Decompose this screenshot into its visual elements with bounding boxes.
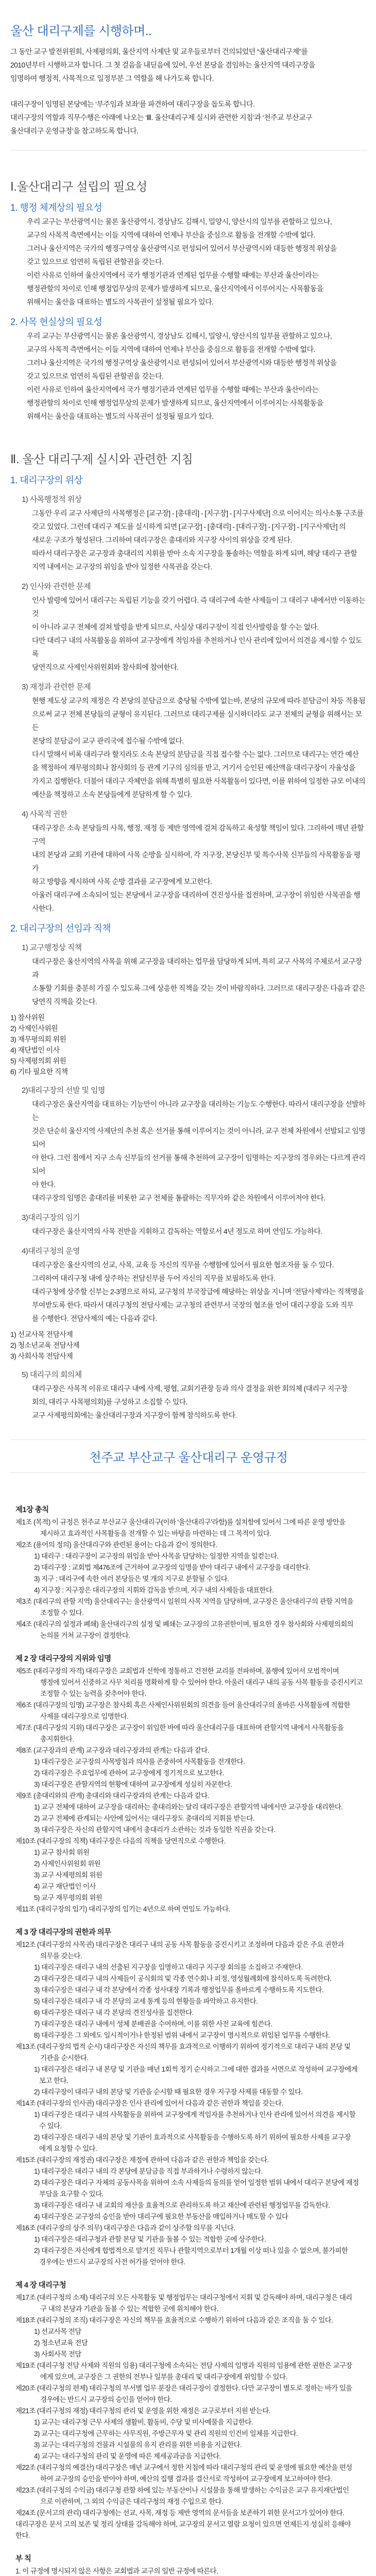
- text-line: 2) 대리구장은 주요업무에 관하여 교구장에게 정기적으로 보고한다.: [34, 1769, 224, 1777]
- text-line: 3) 대리구장은 자신의 관할지역 내에서 총대리가 소관하는 것과 동일한 직권을 갖는다.: [34, 1826, 276, 1834]
- body-paragraph: [32, 821, 367, 915]
- text-line: 대리구청에 상주할 신부는 2-3명으로 하되, 교구청의 부국장급에 해당하는 위상을 지니며 ‘전담사제’라는 직책명을: [32, 1287, 364, 1296]
- text-line: 1) 선교사목 전담: [34, 2328, 81, 2335]
- text-line: 제12조 (대리구장의 사목권) 대리구장은 대리구 내의 공동 사목 활동을 증진시키고 조정하며 다음과 같은 주요 권한과: [15, 1941, 345, 1948]
- text-line: 2) 대리구장은 자신에게 합법적으로 맡겨진 직무나 관할지역으로부터 1개월 이상 떠나 있을 수 없으며, 불가피한: [34, 2247, 348, 2255]
- text-line: 이런 사유로 인하여 울산지역에서 국가 행정기관과 연계된 업무를 수행할 때에는 부산과 울산이라는: [27, 271, 319, 279]
- text-line: 1) 대리구장은 교구장의 사목방침과 의사를 존중하여 사목활동을 전개한다.: [34, 1758, 245, 1766]
- text-line: 이런 사유로 인하여 울산지역에서 국가 행정기관과 연계된 업무를 수행할 때에는 부산과 울산이라는: [27, 385, 319, 394]
- text-line: 사제를 대리구장으로 임명한다.: [40, 1713, 129, 1720]
- article-clause: [34, 2234, 367, 2245]
- text-line: 소통할 기회를 충분히 가질 수 있도록 그에 상응한 직책을 갖는 것이 바람직하다. 그러므로 대리구장은 다음과 같은: [32, 984, 366, 992]
- chapter: [10, 1504, 367, 1641]
- text-line: 1) 대리구장은 대리구청과 관할 본당 및 기관을 돌볼 수 있는 적합한 곳에 상주한다.: [34, 2235, 266, 2243]
- section-heading: Ⅱ. 울산 대리구제 실시와 관련한 지침: [10, 452, 193, 466]
- article: [15, 1939, 367, 1962]
- intro-paragraph: [10, 45, 367, 85]
- article-clause: [34, 1802, 367, 1813]
- text-line: 수 있다.: [39, 2122, 62, 2130]
- article-clause: [34, 2200, 367, 2211]
- article: [15, 2405, 367, 2417]
- text-line: 하고 방향을 제시하며 사목 순방 결과를 교구장에게 보고한다.: [32, 877, 212, 886]
- article-clause: [34, 1813, 367, 1824]
- body-paragraph: [32, 594, 367, 674]
- chapter-heading: 부 칙: [15, 2555, 31, 2563]
- text-line: 부여받도록 한다. 따라서 대리구청의 전담사제는 교구청의 관련부서 국장의 협조를 얻어 대리구장을 도와 직무: [32, 1301, 354, 1309]
- text-line: 2. 사목 현실상의 필요성: [10, 317, 102, 327]
- text-line: 제9조 (총대리와의 관계) 총대리와 대리구장과의 관계는 다음과 같다.: [15, 1792, 209, 1800]
- article-clause: [34, 2132, 367, 2155]
- article-clause: [34, 2211, 367, 2223]
- text-line: 1) 대리구장은 대리구 내의 사목활동을 위하여 교구장에게 적임자를 추천하거나 인사 관리에 있어서 의견을 제시할: [34, 2111, 356, 2119]
- text-line: 제24조 (문서고의 관리) 대리구청에는 선교, 사목, 재정 등 제반 영역의 문서들을 보존하기 위한 문서고가 있어야 한다.: [15, 2509, 345, 2517]
- text-line: 기관을 순시한다.: [40, 2054, 89, 2062]
- text-line: 당연직 직책을 갖는다.: [32, 997, 97, 1006]
- text-line: 제14조 (대리구장의 인사권) 대리구장은 인사 관리에 있어서 다음과 같은 권한과 책임을 갖는다.: [15, 2099, 283, 2107]
- text-line: 부담을 요구할 수 있다.: [39, 2190, 104, 2198]
- article: [15, 2507, 367, 2519]
- text-line: 4) 교구 재단법인 이사: [34, 1883, 96, 1890]
- text-line: 제15조 (대리구장의 재정권) 대리구장은 재정에 관하여 다음과 같은 권한과 책임을 갖는다.: [15, 2156, 269, 2164]
- text-line: 그 동안 교구 발전위원회, 사제평의회, 울산지역 사제단 및 교우들로부터 건의되었던 “울산대리구제”를: [10, 47, 308, 56]
- list-item: 3) 사회사목 전담사제: [10, 1352, 73, 1360]
- text-line: 제16조 (대리구장의 상주 의무) 대리구장은 다음과 같이 상주할 의무를 지닌다.: [15, 2224, 235, 2232]
- article-clause: [34, 1573, 367, 1585]
- text-line: 제5조 (대리구장의 자격) 대리구장은 교회법과 신학에 정통하고 건전한 교리를 전파하며, 품행에 있어서 모범적이며: [15, 1667, 339, 1675]
- rules-title: 천주교 부산교구 울산대리구 운영규정: [89, 1451, 288, 1465]
- divider: [10, 1472, 367, 1473]
- text-line: 가지고 집행한다. 더불어 대리구 자체만을 위해 특별히 필요한 사목활동이 있다면, 이를 위하여 일정한 규모 이내의: [32, 777, 366, 785]
- body-paragraph: [32, 1258, 367, 1325]
- text-line: 구 내의 본당과 기관을 돌볼 수 있는 적합한 곳에 위치해야 한다.: [40, 2305, 218, 2313]
- text-line: 2) 대리구장 : 교회법 제476조에 근거하여 교구장의 임명을 받아 대리구 내에서 교구장을 대리한다.: [34, 1564, 310, 1571]
- text-line: 야 한다. 그런 점에서 지구 소속 신부들의 선거를 통해 추천하여 교구장이 임명하는 지구장의 경우와는 다르게 관리되어: [32, 1154, 366, 1175]
- article: [15, 1904, 367, 1915]
- text-line: 야 한다.: [32, 1180, 56, 1189]
- topic-heading: [22, 1212, 367, 1223]
- rules-section: [10, 1504, 367, 2576]
- text-line: 교구 사제평의회에는 울산대리구장과 지구장이 함께 참석하도록 한다.: [32, 1411, 237, 1419]
- text-line: 5) 교구 재무평의회 위원: [34, 1894, 102, 1902]
- document: [0, 21, 376, 2576]
- article-clause: [34, 2417, 367, 2428]
- article: [15, 1619, 367, 1641]
- chapter-heading: 제 2 장 대리구장의 지위와 임명: [15, 1655, 111, 1663]
- text-line: 제8조 (교구장과의 관계) 교구장과 대리구장과의 관계는 다음과 같다.: [15, 1747, 209, 1754]
- text-line: 갖고 있으므로 엄연히 독립된 관할권을 갖는다.: [27, 372, 164, 380]
- text-line: 2) 대리구장은 대리구 자체의 공동사목을 위하여 소속 사제들의 동의를 얻어 일정한 범위 내에서 대리구 본당에 재정: [34, 2179, 359, 2187]
- text-line: 2)대리구장의 선발 및 임명: [22, 1086, 105, 1095]
- article: [15, 2292, 367, 2315]
- text-line: 대리구장은 울산지역의 사목을 위해 교구장을 대리하는 업무를 담당하게 되며, 특히 교구 사목의 주체로서 교구장과: [32, 957, 362, 979]
- text-line: 1. 이 규정에 명시되지 않은 사항은 교회법과 교구의 일반 규정에 따른다.: [15, 2567, 218, 2575]
- article: [15, 1700, 367, 1722]
- text-line: 새로운 구조가 형성된다. 그리하여 대리구장은 총대리와 지구장 사이의 위상을 갖게 된다.: [32, 536, 292, 544]
- text-line: 제18조 (대리구청의 조직) 대리구장은 자신의 책무를 효율적으로 수행하기 위하여 다음과 같은 조직을 둘 수 있다.: [15, 2316, 333, 2324]
- article-clause: [34, 1881, 367, 1892]
- text-line: 1) 교구는 대리구청 근무 사제의 생활비, 활동비, 수당 및 미사예물을 지급한다.: [34, 2418, 253, 2426]
- guideline-section: [10, 450, 367, 1422]
- text-line: 2) 사제인사위원회 위원: [34, 1860, 101, 1868]
- text-line: 3) 사회사목 전담: [34, 2350, 81, 2358]
- text-line: 그동안 우리 교구 사제단의 사목행정은 [교구장] - [총대리] - [지구장] - [지구사제단] 으로 이어지는 의사소통 구조를: [32, 509, 364, 517]
- text-line: 제11조 (대리구장의 임기) 대리구장의 임기는 4년으로 하며 연임도 가능하다.: [15, 1905, 230, 1913]
- text-line: 이 아니라 교구 전체에 걸쳐 발령을 받게 되므로, 사실상 대리구장이 직접 인사발령을 할 수는 없다.: [32, 623, 319, 631]
- text-line: 1. 행정 체계상의 필요성: [10, 202, 102, 213]
- text-line: 1) 대리구장은 대리구 내의 각 본당에 분담금을 직접 부과하거나 수령하지 않는다.: [34, 2167, 263, 2175]
- list-item: 5) 사제평의회 위원: [10, 1057, 66, 1065]
- text-line: 갖고 있으므로 엄연히 독립된 관할권을 갖는다.: [27, 258, 164, 266]
- text-line: 울산대리구 운영규정’을 참고하도록 합니다.: [10, 127, 139, 135]
- text-line: 그러나 울산지역은 국가의 행정구역상 울산광역시로 편성되어 있어서 부산광역시와 대등한 행정적 위상을: [27, 244, 337, 252]
- text-line: 대리구장은 소속 본당들의 사목, 행정, 재정 등 제반 영역에 걸쳐 감독하고 육성할 책임이 있다. 그리하여 매년 관할 구역: [32, 824, 364, 845]
- article: [15, 2155, 367, 2166]
- text-line: 제3조 (대리구의 관할 지역) 울산대리구는 울산광역시 일원의 사목 지역을 담당하며, 교구장은 울산대리구의 관할 지역을: [15, 1598, 353, 1605]
- list-item: 2) 사제인사위원: [10, 1024, 58, 1032]
- topic-heading: [22, 808, 367, 819]
- text-line: 갖고 있었다. 그런데 대리구 제도를 실시하게 되면 [교구장] - [총대리] - [대리구장] - [지구장] - [지구사제단] 의: [32, 522, 346, 531]
- text-line: 1) 대리구 : 대리구장이 교구장의 위임을 받아 사목을 담당하는 일정한 지역을 일컫는다.: [34, 1552, 279, 1560]
- text-line: 제21조 (대리구청의 재정) 대리구청의 관리 및 운영을 위한 재정은 교구로부터 지원 받는다.: [15, 2407, 270, 2415]
- text-line: 제4조 (대리구의 설정과 폐쇄) 울산대리구의 설정 및 폐쇄는 교구장의 고유권한이며, 필요한 경우 참사회와 사제평의회의: [15, 1620, 353, 1628]
- text-line: 아울러 대리구에 소속되어 있는 본당에서 교구장을 대리하여 견진성사를 집전하며, 교구장이 위임한 사목권을 행사한다.: [32, 891, 361, 912]
- subsection-heading: [10, 921, 367, 935]
- text-line: 따라서 대리구장은 교구장과 총대리의 지휘를 받아 소속 지구장을 통솔하는 역할을 하게 되며, 해당 대리구 관할: [32, 549, 357, 557]
- text-line: 3) 교구는 대리구청의 건물과 시설물의 유지 관리를 위한 비용을 지급한다.: [34, 2441, 242, 2449]
- text-line: 2) 인사와 관련한 문제: [22, 582, 91, 591]
- body-paragraph: [27, 215, 367, 309]
- article-clause: [34, 2177, 367, 2200]
- text-line: 그리하여 대리구청 내에 상주하는 전담신부를 두어 자신의 직무를 보필하도록 한다.: [32, 1274, 276, 1282]
- text-line: 6) 대리구장은 대리구 내 각 본당의 견진성사를 집전한다.: [34, 2009, 194, 2016]
- article-clause: [34, 1756, 367, 1768]
- text-line: 를 수행한다. 전담사제의 예는 다음과 같다.: [32, 1314, 157, 1323]
- text-line: 3)대리구장의 임기: [22, 1213, 80, 1222]
- article-clause: [34, 1996, 367, 2007]
- article: [15, 2223, 367, 2234]
- text-line: 대리구장은 사목적 이유로 대리구 내에 사제, 평협, 교회기관장 등과 의사 결정을 위한 회의체 (대리구 지구장: [32, 1384, 348, 1393]
- topic-heading: [22, 1084, 367, 1095]
- guideline-section: [10, 177, 367, 423]
- article: [15, 1836, 367, 1847]
- text-line: 한다.: [15, 2532, 30, 2539]
- text-line: 2) 대리구장이 대리구 내의 본당 및 기관을 순시할 때 필요한 경우 지구장 사제를 대동할 수 있다.: [34, 2088, 303, 2096]
- text-line: 3) 대리구장은 관할지역의 현황에 대하여 교구장에게 성실히 자문한다.: [34, 1781, 232, 1788]
- list: [10, 1329, 367, 1362]
- article-clause: [34, 1858, 367, 1870]
- article: [15, 1517, 367, 1539]
- text-line: 제1조 (목적) 이 규정은 천주교 부산교구 울산대리구(이하 ‘울산대리구’라함)를 설치함에 있어서 그에 따른 운영 방안을: [15, 1518, 346, 1526]
- article: [15, 2485, 367, 2507]
- chapter: [10, 2553, 367, 2576]
- article: [15, 2383, 367, 2405]
- chapter-heading: 제1장 총칙: [15, 1506, 49, 1514]
- text-line: 2) 교구는 대리구청에 근무하는 사무직원, 주방근무자 및 관리 직원의 인건비 일체를 지급한다.: [34, 2430, 298, 2437]
- text-line: 본당의 분담금이 교구 관리국에 접수될 수밖에 없다.: [32, 737, 184, 745]
- text-line: 하여 교구장의 승인을 받아야 하며, 예산의 집행 결과를 결산서로 작성하여 교구장에게 보고하여야 한다.: [40, 2475, 332, 2483]
- article-clause: [34, 1562, 367, 1573]
- body-paragraph: [32, 955, 367, 1008]
- text-line: 대리구장은 문서 고의 보존 및 정리 상태를 감독해야 하며, 교구장의 문서고 열람 요청이 있으면 언제든지 성실히 응해야: [15, 2520, 351, 2528]
- text-line: 제23조 (대리구청의 수익금) 대리구청 관할 하에 있는 부동산이나 시설물을 통해 발생하는 수익금은 교구 유지재단법인: [15, 2486, 349, 2494]
- article-clause: [34, 2245, 367, 2268]
- body-paragraph: [32, 1097, 367, 1205]
- text-line: 우리 교구는 부산광역시는 물론 울산광역시, 경상남도 김해시, 밀양시, 양산시의 일부를 관할하고 있으나,: [27, 332, 332, 340]
- text-line: 총지휘한다.: [40, 1735, 74, 1743]
- chapter-heading: 제 3 장 대리구장의 권한과 의무: [15, 1928, 111, 1937]
- text-line: 논의를 거쳐 교구장이 결정한다.: [40, 1632, 130, 1639]
- article-clause: [34, 1870, 367, 1881]
- text-line: 5) 대리구장은 대리구 내 각 본당의 교세 통계 등의 현황들을 파악하고 유지한다.: [34, 1997, 258, 2005]
- text-line: 4) 교구는 대리구청의 관리 및 운영에 따른 제세공과금을 지급한다.: [34, 2452, 221, 2460]
- article-clause: [34, 1824, 367, 1836]
- text-line: 회의, 대리구 사목평의회)를 구성하고 소집할 수 있다.: [32, 1398, 187, 1406]
- list: [10, 1012, 367, 1077]
- article: [15, 1666, 367, 1700]
- article-clause: [34, 2087, 367, 2098]
- text-line: 을 책정하여 재무평의회나 참사회의 등 관계 기구의 심의를 받고, 거기서 승인된 예산액을 대리구장이 자율성을: [32, 764, 355, 772]
- text-line: 2. 대리구장의 선임과 직책: [10, 923, 111, 934]
- text-line: 위해서는 울산을 대표하는 별도의 사목권이 설정될 필요가 있다.: [27, 412, 214, 420]
- text-line: 대리구장은 울산지역의 사목 전반을 지휘하고 감독하는 역할로서 4년 정도로 하며 연임도 가능하다.: [32, 1227, 322, 1235]
- chapter: [10, 2279, 367, 2541]
- topic-heading: [22, 494, 367, 504]
- text-line: 제20조 (대리구청의 편제) 대리구청의 부서별 업무 분장은 대리구장이 결정한다. 다만 교구장이 별도로 정하는 바가 있을: [15, 2384, 352, 2392]
- text-line: 1) 교구 참사회 위원: [34, 1849, 90, 1856]
- text-line: 1) 교구행정상 직책: [22, 943, 82, 952]
- text-line: 2) 대리구장은 대리구 내의 사제들이 공식회의 및 각종 연수회나 피정, 영성월례회에 참석하도록 독려한다.: [34, 1975, 332, 1982]
- text-line: 제17조 (대리구청의 소재) 대리구의 모든 사목활동 및 행정업무는 대리구청에서 지휘 및 감독해야 하며, 대리구청은 대리: [15, 2294, 352, 2301]
- text-line: 현행 제도상 교구의 재정은 각 본당의 분담금으로 충당될 수밖에 없는바, 본당의 규모에 따라 분담금이 차등 적용됨: [32, 697, 366, 705]
- text-line: 에게 있으며, 교구장은 그 권한의 전부나 일부를 총대리 및 대리구장에게 위임할 수 있다.: [40, 2373, 287, 2381]
- text-line: 3) 재정과 관련한 문제: [22, 683, 91, 691]
- text-line: 으로 이관하며, 그 외의 수익금은 대리구청의 재정 수입으로 한다.: [40, 2498, 223, 2505]
- body-paragraph: [27, 329, 367, 423]
- text-line: 1) 대리구장은 대리구 내의 선출된 지구장을 임명하고 대리구 지구장 회의를 소집하고 주재한다.: [34, 1963, 303, 1971]
- text-line: 2) 청소년교육 전담: [34, 2339, 88, 2347]
- text-line: 의무를 갖는다.: [40, 1952, 82, 1960]
- article-clause: [34, 2451, 367, 2462]
- text-line: 2) 대리구장은 대리구 내의 본당 및 기관이 효과적으로 사목활동을 수행하도록 하기 위하여 필요한 사제를 교구장: [34, 2133, 351, 2141]
- article: [15, 2360, 367, 2383]
- text-line: 제19조 (대리구청 전담 사제와 직원의 임용) 대리구청에 소속되는 전담 사제의 임명과 직원의 임용에 관한 권한은 교구장: [15, 2362, 352, 2369]
- body-paragraph: [32, 1225, 367, 1238]
- text-line: 8) 대리구장은 그 외에도 일시적이거나 한정된 범위 내에서 교구장이 명시적으로 위임된 업무를 수행한다.: [34, 2031, 330, 2039]
- topic-heading: [22, 942, 367, 953]
- text-line: 경우에는 반드시 교구장의 승인을 얻어야 한다.: [40, 2396, 172, 2403]
- article-clause: [34, 2428, 367, 2439]
- text-line: 4) 지구장 : 지구장은 대리구장의 지휘와 감독을 받으며, 지구 내의 사제들을 대표한다.: [34, 1586, 274, 1594]
- text-line: 행정에 있어서 신중하고 사무 처리를 명확하게 할 수 있어야 한다. 아울러 대리구 내의 공동 사목 활동을 증진시키고: [40, 1679, 363, 1686]
- text-line: 4) 대리구장은 교구장의 승인을 받아 대리구에 필요한 부동산을 매입하거나 매도할 수 있다: [34, 2213, 288, 2221]
- article: [15, 1722, 367, 1745]
- text-line: 1. 대리구장의 위상: [10, 475, 83, 485]
- article-clause: [34, 1768, 367, 1779]
- text-line: 제7조 (대리구장의 지위) 대리구장은 교구장이 위임한 바에 따라 울산대리구를 대표하며 관할지역 내에서 사목활동을: [15, 1724, 344, 1732]
- article: [15, 2566, 367, 2576]
- text-line: 에게 요청할 수 있다.: [39, 2145, 97, 2153]
- body-paragraph: [32, 694, 367, 801]
- text-line: 지역 내에서는 교구장의 위임을 받아 일정한 사목권을 갖는다.: [32, 563, 212, 571]
- chapter-heading: 제 4 장 대리구청: [15, 2281, 66, 2290]
- body-paragraph: [32, 1382, 367, 1422]
- list-item: 1) 참사위원: [10, 1013, 45, 1022]
- article-clause: [34, 2337, 367, 2349]
- text-line: 교구의 사목적 측면에서는 이들 지역에 대하여 언제나 부산을 중심으로 활동을 전개할 수밖에 없다.: [27, 231, 315, 239]
- intro-section: [10, 21, 367, 138]
- text-line: 3) 교구 사제평의회 위원: [34, 1871, 102, 1879]
- text-line: 대리구장의 임명은 총대리를 비롯한 교구 전체를 통괄하는 직무자와 같은 차원에서 이루어져야 한다.: [32, 1194, 326, 1202]
- text-line: 위해서는 울산을 대표하는 별도의 사목권이 설정될 필요가 있다.: [27, 298, 214, 306]
- article-clause: [34, 2166, 367, 2177]
- text-line: 4)대리구청의 운영: [22, 1247, 80, 1256]
- text-line: 3) 지구 : 대리구에 속한 여러 본당들은 몇 개의 지구로 분할될 수 있다.: [34, 1575, 229, 1583]
- topic-heading: [22, 681, 367, 692]
- text-line: 2) 교구 전체에 관계되는 사안에 있어서는 대리구장도 총대리의 지휘를 받는다.: [34, 1815, 254, 1822]
- text-line: 제10조 (대리구장의 직책) 대리구장은 다음의 직책을 당연직으로 수행한다.: [15, 1837, 226, 1845]
- text-line: 1) 대리구장은 대리구 내 본당 및 기관을 매년 1회씩 정기 순시하고 그에 대한 결과를 서면으로 작성하여 교구장에게: [34, 2065, 357, 2073]
- text-line: 1) 교구 전체에 대하여 교구장을 대리하는 총대리와는 달리 대리구장은 관할지역 내에서만 교구장을 대리한다.: [34, 1803, 343, 1811]
- text-line: 대리구장은 울산지역의 선교, 사목, 교육 등 자신의 직무를 수행함에 있어서 필요한 협조자를 둘 수 있다.: [32, 1261, 334, 1269]
- subsection-heading: [10, 473, 367, 486]
- text-line: 조정할 수 있다.: [40, 1609, 84, 1617]
- article-clause: [34, 1973, 367, 1985]
- article: [15, 2315, 367, 2326]
- article-clause: [34, 1847, 367, 1858]
- text-line: 경우에는 반드시 교구장의 사전 허가를 얻어야 한다.: [39, 2258, 185, 2266]
- text-line: 인사 발령에 있어서 대리구는 독립된 기능을 갖기 어렵다. 즉 대리구에 속한 사제들이 그 대리구 내에서만 이동하는 것: [32, 596, 366, 618]
- article-clause: [34, 2030, 367, 2041]
- text-line: 4) 사목적 권한: [22, 810, 67, 819]
- text-line: 제2조 (용어의 정의) 울산대리구와 관련된 용어는 다음과 같이 정의한다.: [15, 1541, 217, 1549]
- chapter: [10, 1926, 367, 2268]
- subsection-heading: [10, 200, 367, 214]
- intro-title: 울산 대리구제를 시행하며..: [10, 24, 152, 38]
- text-line: 다시 말해서 비록 대리구라 할지라도 소속 본당의 분담금을 직접 접수할 수는 없다. 그러므로 대리구는 연간 예산: [32, 750, 359, 758]
- article-clause: [34, 2326, 367, 2337]
- text-line: 제13조 (대리구장의 법적 순시) 대리구장은 자신의 책무를 효과적으로 이행하기 위하여 정기적으로 대리구 내의 본당 및: [15, 2043, 351, 2050]
- article: [15, 2098, 367, 2109]
- body-paragraph: [32, 506, 367, 573]
- text-line: 교구의 사목적 측면에서는 이들 지역에 대하여 언제나 부산을 중심으로 활동을 전개할 수밖에 없다.: [27, 345, 315, 353]
- text-line: 우리 교구는 부산광역시는 물론 울산광역시, 경상남도 김해시, 밀양시, 양산시의 일부를 관할하고 있으나,: [27, 217, 332, 226]
- article: [15, 2041, 367, 2064]
- text-line: 3) 대리구장은 대리구 내 교회의 재산을 효율적으로 관리하도록 하고 재산에 관련된 행정업무를 감독한다.: [34, 2201, 330, 2209]
- article: [15, 2462, 367, 2485]
- topic-heading: [22, 581, 367, 591]
- text-line: 다만 대리구 내의 사목활동을 위하여 교구장에게 적임자를 추천하거나 인사 관리에 있어서 의견을 제시할 수 있도록: [32, 636, 362, 658]
- text-line: 행정관할의 차이로 인해 행정업무상의 문제가 발생하게 되므로, 울산지역에서 이루어지는 사목활동을: [27, 399, 323, 407]
- article-clause: [34, 2349, 367, 2360]
- article-clause: [34, 2019, 367, 2030]
- text-line: 보고 한다.: [39, 2077, 69, 2084]
- text-line: 으로써 교구 전체 본당들의 균형이 유지된다. 그러므로 대리구제를 실시하더라도 교구 전체의 균형을 위해서는 모든: [32, 710, 362, 732]
- list-item: 1) 선교사목 전담사제: [10, 1330, 73, 1338]
- article: [15, 1790, 367, 1802]
- article-clause: [34, 1892, 367, 1904]
- article-clause: [34, 1585, 367, 1596]
- article-clause: [34, 2007, 367, 2019]
- text-line: 대리구장이 임명된 본당에는 ‘부주임과 보좌’를 파견하여 대리구장을 돕도록 합니다.: [10, 100, 255, 108]
- article: [15, 2519, 367, 2541]
- topic-heading: [22, 1369, 367, 1380]
- text-line: 제시하고 효과적인 사목활동을 전개할 수 있는 바탕을 마련하는 데 그 목적이 있다.: [40, 1530, 271, 1537]
- section-heading: Ⅰ.울산대리구 설립의 필요성: [10, 180, 147, 193]
- list-item: 4) 재단법인 이사: [10, 1046, 60, 1054]
- chapter: [10, 1653, 367, 1915]
- text-line: 대리구장의 역할과 직무수행은 아래에 나오는 ‘Ⅲ. 울산대리구제 실시와 관련한 지침’과 ‘천주교 부산교구: [10, 113, 312, 122]
- text-line: 예산을 책정하고 소속 본당들에게 분담하게 할 수 있다.: [32, 790, 192, 799]
- subsection-heading: [10, 315, 367, 328]
- text-line: 제22조 (대리구청의 예결산) 대리구장은 매년 교구에서 정한 지침에 따라 대리구청의 관리 및 운영에 필요한 예산을 편성: [15, 2464, 352, 2471]
- text-line: 대리구장은 울산지역을 대표하는 기능만이 아니라 교구장을 대리하는 기능도 수행한다. 따라서 대리구장을 선발하는: [32, 1100, 365, 1122]
- text-line: 7) 대리구장은 대리구 내에서 성체 분배권을 수여하며, 이를 위한 사전 교육에 힘쓴다.: [34, 2020, 272, 2028]
- text-line: 당연직으로 사제인사위원회와 참사회에 참여한다.: [32, 663, 179, 671]
- article-clause: [34, 1962, 367, 1973]
- article-clause: [34, 1779, 367, 1790]
- text-line: 행정관할의 차이로 인해 행정업무상의 문제가 발생하게 되므로, 울산지역에서 이루어지는 사목활동을: [27, 284, 323, 293]
- intro-paragraph: [10, 97, 367, 138]
- text-line: 그러나 울산지역은 국가의 행정구역상 울산광역시로 편성되어 있어서 부산광역시와 대등한 행정적 위상을: [27, 359, 337, 367]
- article: [15, 1596, 367, 1619]
- article-clause: [34, 2064, 367, 2087]
- article-clause: [34, 2439, 367, 2451]
- text-line: 임명하여 행정적, 사목적으로 일정부분 그 역할을 해 나가도록 합니다.: [10, 74, 214, 82]
- text-line: 2010년부터 시행하고자 합니다. 그 첫 걸음을 내딛음에 있어, 우선 본당을 겸임하는 울산지역 대리구장을: [10, 61, 315, 69]
- text-line: 내의 본당과 교회 기관에 대하여 사목 순방을 실시하여, 각 지구장, 본당신부 및 특수사목 신부들의 사목활동을 평가: [32, 851, 361, 872]
- text-line: 제6조 (대리구장의 임명) 교구장은 참사회 혹은 사제인사위원회의 의견을 들어 울산대리구의 올바른 사목활동에 적합한: [15, 1701, 350, 1709]
- text-line: 5) 대리구의 회의체: [22, 1370, 82, 1379]
- article-clause: [34, 1551, 367, 1562]
- list-item: 2) 청소년교육 전담사제: [10, 1341, 80, 1349]
- text-line: 3) 대리구장은 대리구 내 각 본당에서 각종 성사대장 기록과 행정업무를 올바르게 수행하도록 지도한다.: [34, 1986, 323, 1994]
- list-item: 6) 기타 필요한 직책: [10, 1067, 68, 1076]
- article-clause: [34, 2109, 367, 2132]
- topic-heading: [22, 1245, 367, 1256]
- article-clause: [34, 1985, 367, 1996]
- text-line: 조정할 수 있는 능력을 갖추어야 한다.: [40, 1690, 146, 1698]
- article: [15, 1539, 367, 1551]
- article: [15, 1745, 367, 1756]
- text-line: 1) 사목행정적 위상: [22, 495, 82, 504]
- list-item: 3) 재무평의회 위원: [10, 1035, 66, 1043]
- text-line: 것은 단순히 울산지역 사제단의 추천 혹은 선거를 통해 이루어지는 것이 아니라, 교구 전체 차원에서 선발되고 임명되어: [32, 1127, 366, 1148]
